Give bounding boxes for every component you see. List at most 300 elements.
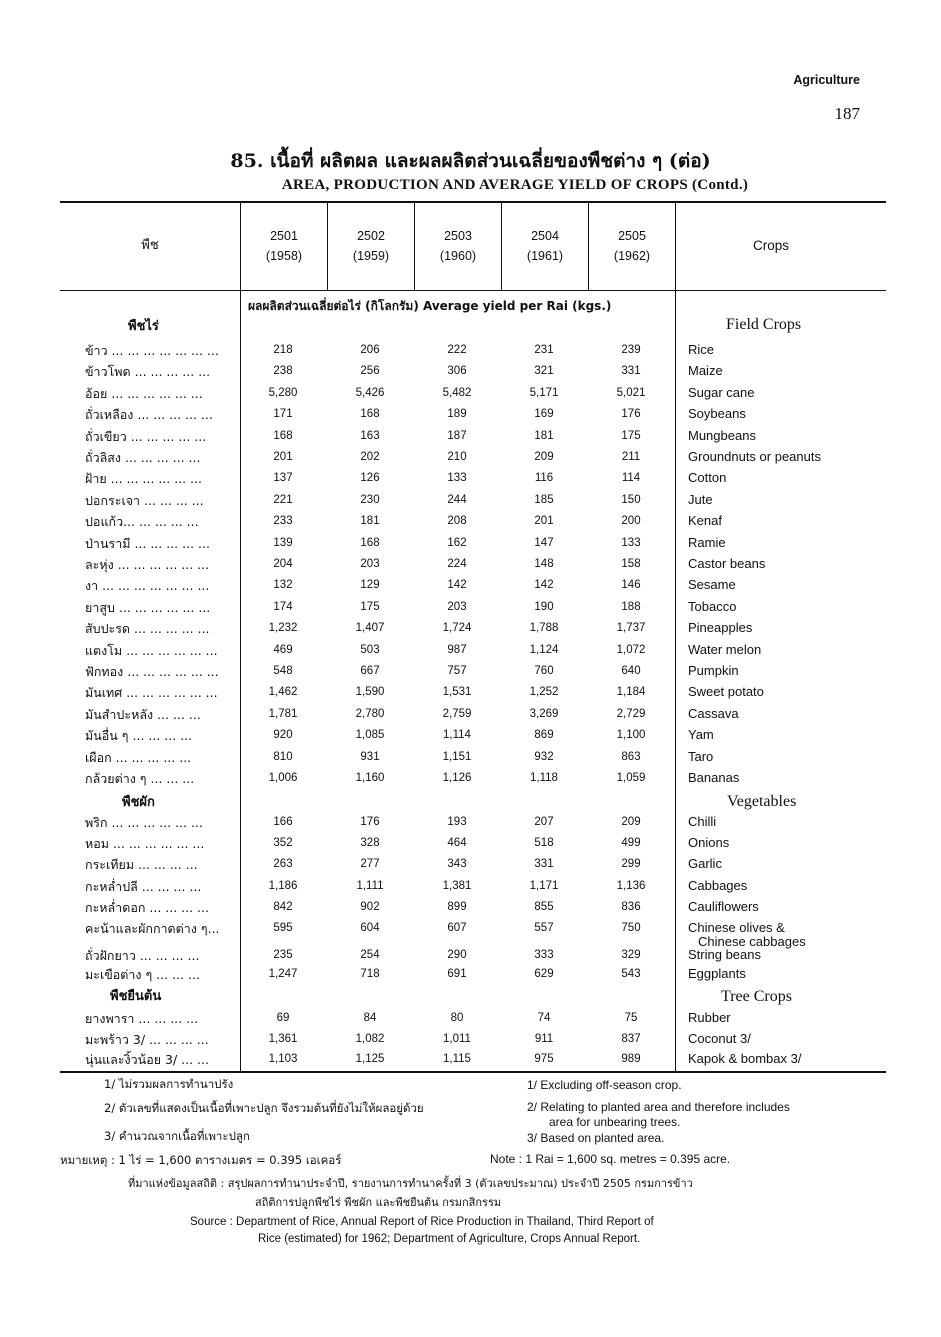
yield-value: 185 bbox=[534, 493, 554, 506]
yield-value: 1,085 bbox=[355, 729, 385, 742]
yield-value: 1,072 bbox=[616, 643, 646, 656]
year-ce: (1961) bbox=[526, 249, 564, 263]
category-vegetables-thai: พืชผัก bbox=[122, 795, 155, 810]
yield-value: 181 bbox=[360, 515, 380, 528]
yield-value: 1,151 bbox=[442, 750, 472, 763]
crop-name-thai: หอม ... ... ... ... ... ... bbox=[85, 836, 205, 852]
yield-value: 911 bbox=[534, 1032, 554, 1045]
yield-value: 1,781 bbox=[268, 707, 298, 720]
table-row bbox=[85, 965, 845, 986]
yield-value: 235 bbox=[273, 949, 293, 961]
table-row bbox=[85, 813, 845, 834]
yield-value: 1,462 bbox=[268, 686, 298, 699]
footnote-2-english-cont: area for unbearing trees. bbox=[549, 1115, 681, 1129]
yield-value: 1,531 bbox=[442, 686, 472, 699]
crop-name-thai: ป่านรามี ... ... ... ... ... bbox=[85, 535, 210, 551]
table-row bbox=[85, 576, 845, 597]
yield-value: 75 bbox=[624, 1012, 638, 1024]
yield-value: 352 bbox=[273, 837, 293, 850]
table-row bbox=[85, 898, 845, 919]
crop-name-thai: ฟักทอง ... ... ... ... ... ... bbox=[85, 664, 219, 679]
yield-value: 329 bbox=[621, 949, 641, 961]
yield-value: 139 bbox=[273, 536, 293, 549]
header-year-2502 bbox=[328, 226, 414, 266]
section-label: Agriculture bbox=[793, 73, 860, 87]
yield-value: 899 bbox=[447, 900, 467, 913]
yield-value: 5,482 bbox=[442, 386, 472, 399]
header-year-2501 bbox=[241, 226, 327, 266]
yield-value: 188 bbox=[621, 600, 641, 613]
yield-value: 200 bbox=[621, 515, 641, 528]
crop-name-english: Water melon bbox=[688, 641, 762, 657]
yield-value: 1,407 bbox=[355, 622, 385, 635]
yield-value: 114 bbox=[621, 472, 641, 485]
yield-value: 263 bbox=[273, 858, 293, 871]
table-row bbox=[85, 748, 845, 769]
yield-value: 1,247 bbox=[268, 968, 298, 980]
year-be: 2504 bbox=[531, 229, 559, 243]
yield-value: 277 bbox=[360, 858, 380, 871]
yield-value: 238 bbox=[273, 365, 293, 378]
yield-value: 975 bbox=[534, 1053, 554, 1065]
yield-value: 189 bbox=[447, 408, 467, 421]
table-title-english: AREA, PRODUCTION AND AVERAGE YIELD OF CROPS (Contd.) bbox=[281, 177, 749, 193]
yield-value: 163 bbox=[360, 429, 380, 442]
crop-name-thai: อ้อย ... ... ... ... ... ... bbox=[85, 385, 203, 401]
category-tree-crops-english: Tree Crops bbox=[721, 988, 792, 1005]
yield-value: 299 bbox=[621, 858, 641, 871]
crop-name-english: Onions bbox=[688, 835, 730, 851]
yield-value: 987 bbox=[447, 643, 467, 656]
yield-value: 503 bbox=[360, 643, 380, 656]
crop-name-english: Eggplants bbox=[688, 966, 746, 981]
crop-name-thai: ยาสูบ ... ... ... ... ... ... bbox=[85, 599, 211, 615]
yield-value: 221 bbox=[273, 493, 293, 506]
yield-value: 133 bbox=[447, 472, 467, 485]
crop-name-thai: แตงโม ... ... ... ... ... ... bbox=[85, 642, 218, 658]
category-tree-crops-thai: พืชยืนต้น bbox=[110, 989, 162, 1004]
crop-name-thai: คะน้าและผักกาดต่าง ๆ... bbox=[85, 921, 220, 936]
footnote-3-thai: 3/ คำนวณจากเนื้อที่เพาะปลูก bbox=[104, 1129, 250, 1143]
table-row bbox=[85, 448, 845, 469]
yield-value: 175 bbox=[621, 429, 641, 442]
table-row bbox=[85, 1009, 845, 1030]
yield-value: 1,590 bbox=[355, 686, 385, 699]
yield-value: 218 bbox=[273, 344, 293, 356]
yield-value: 74 bbox=[537, 1012, 551, 1024]
crop-name-english: Rubber bbox=[688, 1010, 731, 1025]
table-number: 85. bbox=[230, 150, 264, 172]
crop-name-english: Bananas bbox=[688, 770, 740, 785]
yield-value: 168 bbox=[360, 408, 380, 421]
header-bottom-rule bbox=[60, 290, 886, 291]
crop-name-english: Tobacco bbox=[688, 598, 737, 614]
year-ce: (1958) bbox=[265, 249, 303, 263]
yield-value: 837 bbox=[621, 1032, 641, 1045]
crop-name-english: Ramie bbox=[688, 534, 726, 550]
yield-value: 328 bbox=[360, 837, 380, 850]
crop-name-thai: มันสำปะหลัง ... ... ... bbox=[85, 706, 201, 722]
crop-name-english: Coconut 3/ bbox=[688, 1030, 751, 1046]
yield-value: 1,125 bbox=[355, 1053, 385, 1065]
table-row bbox=[85, 662, 845, 683]
crop-name-english: Yam bbox=[688, 727, 714, 743]
table-row bbox=[85, 946, 845, 967]
crop-name-english: Cassava bbox=[688, 705, 739, 721]
yield-value: 902 bbox=[360, 900, 380, 913]
category-field-crops-thai: พืชไร่ bbox=[128, 319, 159, 334]
footnote-2-thai: 2/ ตัวเลขที่แสดงเป็นเนื้อที่เพาะปลูก จึงรวมต้นที่ยังไม่ให้ผลอยู่ด้วย bbox=[104, 1101, 424, 1115]
table-bottom-rule bbox=[60, 1071, 886, 1073]
crop-name-thai: นุ่นและงิ้วน้อย 3/ ... ... bbox=[85, 1052, 209, 1067]
yield-value: 931 bbox=[360, 750, 380, 763]
yield-value: 321 bbox=[534, 365, 554, 378]
crop-name-thai: ยางพารา ... ... ... ... bbox=[85, 1011, 199, 1026]
yield-value: 231 bbox=[534, 344, 554, 356]
crop-name-thai: กะหล่ำดอก ... ... ... ... bbox=[85, 899, 209, 915]
yield-value: 640 bbox=[621, 665, 641, 677]
yield-value: 146 bbox=[621, 579, 641, 592]
crop-name-english: Soybeans bbox=[688, 406, 746, 422]
remark-english: Note : 1 Rai = 1,600 sq. metres = 0.395 acre. bbox=[490, 1152, 731, 1166]
crop-name-english: Garlic bbox=[688, 856, 722, 872]
table-row bbox=[85, 555, 845, 576]
yield-value: 174 bbox=[273, 600, 293, 613]
year-be: 2502 bbox=[357, 229, 385, 243]
yield-value: 1,114 bbox=[443, 729, 471, 742]
yield-value: 518 bbox=[534, 837, 554, 850]
crop-name-english: Rice bbox=[688, 342, 715, 357]
yield-value: 147 bbox=[534, 536, 554, 549]
table-row bbox=[85, 1030, 845, 1051]
yield-value: 464 bbox=[447, 837, 467, 850]
yield-value: 1,115 bbox=[443, 1053, 471, 1065]
table-row bbox=[85, 341, 845, 362]
yield-value: 629 bbox=[534, 968, 554, 980]
yield-value: 171 bbox=[273, 408, 293, 421]
yield-value: 142 bbox=[534, 579, 554, 592]
crop-name-thai: มะพร้าว 3/ ... ... ... ... bbox=[85, 1031, 209, 1047]
yield-value: 718 bbox=[360, 968, 380, 980]
yield-value: 1,361 bbox=[268, 1032, 298, 1045]
yield-value: 256 bbox=[360, 365, 380, 378]
yield-value: 202 bbox=[360, 451, 380, 463]
yield-value: 855 bbox=[534, 900, 554, 913]
yield-value: 162 bbox=[447, 536, 467, 549]
crop-name-thai: มันอื่น ๆ ... ... ... ... bbox=[85, 728, 193, 744]
table-row bbox=[85, 641, 845, 662]
yield-value: 595 bbox=[273, 922, 293, 934]
table-row bbox=[85, 384, 845, 405]
crop-name-thai: กะหล่ำปลี ... ... ... ... bbox=[85, 878, 202, 894]
yield-subheader: ผลผลิตส่วนเฉลี่ยต่อไร่ (กิโลกรัม) Average yield per Rai (kgs.) bbox=[248, 299, 612, 313]
crop-name-thai: กล้วยต่าง ๆ ... ... ... bbox=[85, 771, 195, 786]
yield-value: 126 bbox=[360, 472, 380, 485]
footnote-2-english: 2/ Relating to planted area and therefore includes bbox=[527, 1100, 790, 1114]
crop-name-english: Chilli bbox=[688, 814, 717, 829]
crop-name-english: Sweet potato bbox=[688, 684, 764, 700]
yield-value: 1,118 bbox=[530, 772, 558, 784]
crop-name-thai: ถั่วเขียว ... ... ... ... ... bbox=[85, 428, 207, 444]
yield-value: 129 bbox=[360, 579, 380, 592]
yield-value: 1,126 bbox=[442, 772, 472, 784]
yield-value: 166 bbox=[273, 816, 293, 828]
yield-value: 1,171 bbox=[529, 879, 559, 892]
table-row bbox=[85, 427, 845, 448]
remark-thai: หมายเหตุ : 1 ไร่ = 1,600 ตารางเมตร = 0.395 เอเคอร์ bbox=[60, 1153, 342, 1167]
yield-value: 932 bbox=[534, 750, 554, 763]
yield-value: 1,252 bbox=[529, 686, 559, 699]
footnote-1-thai: 1/ ไม่รวมผลการทำนาปรัง bbox=[104, 1077, 234, 1091]
yield-value: 208 bbox=[447, 515, 467, 528]
yield-value: 1,111 bbox=[356, 879, 384, 892]
table-row bbox=[85, 469, 845, 490]
table-row bbox=[85, 855, 845, 876]
yield-value: 137 bbox=[273, 472, 293, 485]
table-row bbox=[85, 534, 845, 555]
page-number: 187 bbox=[834, 104, 860, 123]
yield-value: 207 bbox=[534, 816, 554, 828]
yield-value: 1,160 bbox=[355, 772, 385, 784]
source-thai-line-2: สถิติการปลูกพืชไร่ พืชผัก และพืชยืนต้น กรมกสิกรรม bbox=[255, 1196, 502, 1209]
yield-value: 254 bbox=[360, 949, 380, 961]
year-ce: (1959) bbox=[352, 249, 390, 263]
header-year-2503 bbox=[415, 226, 501, 266]
table-row bbox=[85, 705, 845, 726]
yield-value: 333 bbox=[534, 949, 554, 961]
crop-name-english: Taro bbox=[688, 748, 714, 764]
yield-value: 691 bbox=[447, 968, 467, 980]
crop-name-thai: ปอแก้ว... ... ... ... ... bbox=[85, 514, 199, 530]
yield-value: 168 bbox=[360, 536, 380, 549]
table-row bbox=[85, 512, 845, 533]
yield-value: 1,737 bbox=[616, 622, 646, 635]
table-row bbox=[85, 619, 845, 640]
yield-value: 750 bbox=[621, 922, 641, 934]
yield-value: 84 bbox=[363, 1012, 377, 1024]
crop-name-thai: ฝ้าย ... ... ... ... ... ... bbox=[85, 471, 203, 487]
crop-name-thai: ข้าว ... ... ... ... ... ... ... bbox=[85, 343, 219, 358]
table-row bbox=[85, 1050, 845, 1071]
yield-value: 5,171 bbox=[529, 386, 559, 399]
yield-value: 142 bbox=[447, 579, 467, 592]
yield-value: 469 bbox=[273, 643, 293, 656]
crop-name-thai: ละหุ่ง ... ... ... ... ... ... bbox=[85, 557, 210, 572]
yield-value: 810 bbox=[273, 750, 293, 763]
yield-value: 204 bbox=[273, 558, 293, 570]
yield-value: 210 bbox=[447, 451, 467, 463]
yield-value: 209 bbox=[534, 451, 554, 463]
crop-name-english: Maize bbox=[688, 363, 723, 379]
yield-value: 133 bbox=[621, 536, 641, 549]
crop-name-english: Sesame bbox=[688, 577, 736, 593]
yield-value: 176 bbox=[621, 408, 641, 421]
yield-value: 1,724 bbox=[442, 622, 472, 635]
crop-name-thai: ถั่วลิสง ... ... ... ... ... bbox=[85, 450, 201, 465]
title-thai-text: เนื้อที่ ผลิตผล และผลผลิตส่วนเฉลี่ยของพืชต่าง ๆ (ต่อ) bbox=[270, 150, 711, 172]
table-top-rule bbox=[60, 201, 886, 203]
source-thai-line-1: ที่มาแห่งข้อมูลสถิติ : สรุปผลการทำนาประจำปี, รายงานการทำนาครั้งที่ 3 (ตัวเลขประมาณ) ประจำปี 2505 กรมการข้าว bbox=[128, 1177, 693, 1190]
table-row bbox=[85, 598, 845, 619]
header-year-2504 bbox=[502, 226, 588, 266]
yield-value: 863 bbox=[621, 750, 641, 763]
crop-name-thai: มะเขือต่าง ๆ ... ... ... bbox=[85, 967, 200, 982]
yield-value: 3,269 bbox=[529, 707, 559, 720]
yield-value: 176 bbox=[360, 816, 380, 828]
yield-value: 201 bbox=[273, 451, 293, 463]
yield-value: 244 bbox=[447, 493, 467, 506]
yield-value: 5,021 bbox=[616, 386, 646, 399]
crop-name-english: Groundnuts or peanuts bbox=[688, 449, 821, 464]
crop-name-thai: ถั่วเหลือง ... ... ... ... ... bbox=[85, 407, 213, 423]
yield-value: 80 bbox=[450, 1012, 464, 1024]
yield-value: 836 bbox=[621, 900, 641, 913]
yield-value: 869 bbox=[534, 729, 554, 742]
yield-value: 1,381 bbox=[442, 879, 472, 892]
yield-value: 1,124 bbox=[529, 643, 559, 656]
crop-name-english: Castor beans bbox=[688, 556, 766, 571]
crop-name-thai: ถั่วฝักยาว ... ... ... ... bbox=[85, 948, 200, 963]
crop-name-english: Cabbages bbox=[688, 877, 748, 893]
crop-name-english: Mungbeans bbox=[688, 427, 756, 443]
yield-value: 2,729 bbox=[616, 707, 646, 720]
yield-value: 69 bbox=[276, 1012, 290, 1024]
table-row bbox=[85, 726, 845, 747]
crop-name-thai: กระเทียม ... ... ... ... bbox=[85, 857, 198, 873]
yield-value: 1,186 bbox=[268, 879, 298, 892]
yield-value: 842 bbox=[273, 900, 293, 913]
yield-value: 548 bbox=[273, 665, 293, 677]
table-row bbox=[85, 769, 845, 790]
yield-value: 2,780 bbox=[355, 707, 385, 720]
yield-value: 148 bbox=[534, 558, 554, 570]
crop-name-english: Chinese olives & bbox=[688, 920, 785, 935]
crop-name-english: Pineapples bbox=[688, 620, 753, 636]
yield-value: 1,788 bbox=[529, 622, 559, 635]
crop-name-english: Pumpkin bbox=[688, 663, 739, 678]
year-ce: (1960) bbox=[439, 249, 477, 263]
crop-name-thai: เผือก ... ... ... ... ... bbox=[85, 749, 192, 765]
category-field-crops-english: Field Crops bbox=[726, 316, 802, 333]
year-be: 2505 bbox=[618, 229, 646, 243]
yield-value: 175 bbox=[360, 600, 380, 613]
header-crops-english: Crops bbox=[752, 238, 789, 253]
yield-value: 604 bbox=[360, 922, 380, 934]
footnote-3-english: 3/ Based on planted area. bbox=[527, 1131, 665, 1145]
header-crop-thai: พืช bbox=[141, 238, 159, 253]
yield-value: 1,059 bbox=[616, 772, 646, 784]
source-english-line-2: Rice (estimated) for 1962; Department of Agriculture, Crops Annual Report. bbox=[258, 1233, 641, 1245]
yield-value: 1,103 bbox=[268, 1053, 298, 1065]
crop-name-english: Jute bbox=[688, 491, 713, 507]
year-ce: (1962) bbox=[613, 249, 651, 263]
yield-value: 290 bbox=[447, 949, 467, 961]
table-title-thai bbox=[0, 146, 941, 176]
table-row bbox=[85, 834, 845, 855]
table-row bbox=[85, 877, 845, 898]
table-row bbox=[85, 362, 845, 383]
yield-value: 211 bbox=[621, 451, 641, 463]
yield-value: 306 bbox=[447, 365, 467, 378]
crop-name-thai: ปอกระเจา ... ... ... ... bbox=[85, 492, 204, 508]
yield-value: 543 bbox=[621, 968, 641, 980]
yield-value: 1,011 bbox=[443, 1032, 471, 1045]
year-be: 2503 bbox=[444, 229, 472, 243]
yield-value: 2,759 bbox=[442, 707, 472, 720]
yield-value: 557 bbox=[534, 922, 554, 934]
yield-value: 201 bbox=[534, 515, 554, 528]
crop-name-english: String beans bbox=[688, 947, 761, 962]
yield-value: 989 bbox=[621, 1053, 641, 1065]
yield-value: 230 bbox=[360, 493, 380, 506]
yield-value: 132 bbox=[273, 579, 293, 592]
crop-name-english: Sugar cane bbox=[688, 384, 755, 400]
yield-value: 239 bbox=[621, 344, 641, 356]
year-be: 2501 bbox=[270, 229, 298, 243]
yield-value: 1,006 bbox=[268, 772, 298, 784]
yield-value: 757 bbox=[447, 665, 467, 677]
yield-value: 209 bbox=[621, 816, 641, 828]
yield-value: 187 bbox=[447, 429, 467, 442]
yield-value: 190 bbox=[534, 600, 554, 613]
yield-value: 920 bbox=[273, 729, 293, 742]
crop-name-thai: พริก ... ... ... ... ... ... bbox=[85, 815, 203, 830]
crop-name-continuation: Chinese cabbages bbox=[698, 934, 806, 949]
source-english-line-1: Source : Department of Rice, Annual Report of Rice Production in Thailand, Third Report of bbox=[190, 1216, 654, 1228]
yield-value: 169 bbox=[534, 408, 554, 421]
yield-value: 116 bbox=[534, 472, 554, 485]
crop-name-english: Cotton bbox=[688, 470, 727, 486]
yield-value: 1,136 bbox=[616, 879, 646, 892]
crop-name-thai: งา ... ... ... ... ... ... ... bbox=[85, 578, 210, 594]
yield-value: 203 bbox=[447, 600, 467, 613]
yield-value: 331 bbox=[534, 858, 554, 871]
footnote-1-english: 1/ Excluding off-season crop. bbox=[527, 1078, 682, 1092]
yield-value: 760 bbox=[534, 665, 554, 677]
yield-value: 222 bbox=[447, 344, 467, 356]
crop-name-thai: มันเทศ ... ... ... ... ... ... bbox=[85, 685, 218, 701]
yield-value: 206 bbox=[360, 344, 380, 356]
yield-value: 343 bbox=[447, 858, 467, 871]
category-vegetables-english: Vegetables bbox=[727, 793, 797, 810]
yield-value: 1,100 bbox=[616, 729, 646, 742]
crop-name-english: Kenaf bbox=[688, 513, 722, 529]
yield-value: 5,280 bbox=[268, 386, 298, 399]
yield-value: 499 bbox=[621, 837, 641, 850]
yield-value: 181 bbox=[534, 429, 554, 442]
crop-name-english: Cauliflowers bbox=[688, 898, 759, 914]
table-row bbox=[85, 491, 845, 512]
crop-name-english: Kapok & bombax 3/ bbox=[688, 1051, 802, 1066]
yield-value: 667 bbox=[360, 665, 380, 677]
crop-name-thai: ข้าวโพด ... ... ... ... ... bbox=[85, 364, 211, 380]
yield-value: 150 bbox=[621, 493, 641, 506]
crop-name-thai: สับปะรด ... ... ... ... ... bbox=[85, 621, 210, 637]
yield-value: 233 bbox=[273, 515, 293, 528]
yield-value: 224 bbox=[447, 558, 467, 570]
header-year-2505 bbox=[589, 226, 675, 266]
yield-value: 5,426 bbox=[355, 386, 385, 399]
yield-value: 168 bbox=[273, 429, 293, 442]
yield-value: 607 bbox=[447, 922, 467, 934]
table-row bbox=[85, 405, 845, 426]
yield-value: 1,184 bbox=[616, 686, 646, 699]
yield-value: 1,232 bbox=[268, 622, 298, 635]
yield-value: 158 bbox=[621, 558, 641, 570]
table-row bbox=[85, 683, 845, 704]
yield-value: 331 bbox=[621, 365, 641, 378]
yield-value: 203 bbox=[360, 558, 380, 570]
